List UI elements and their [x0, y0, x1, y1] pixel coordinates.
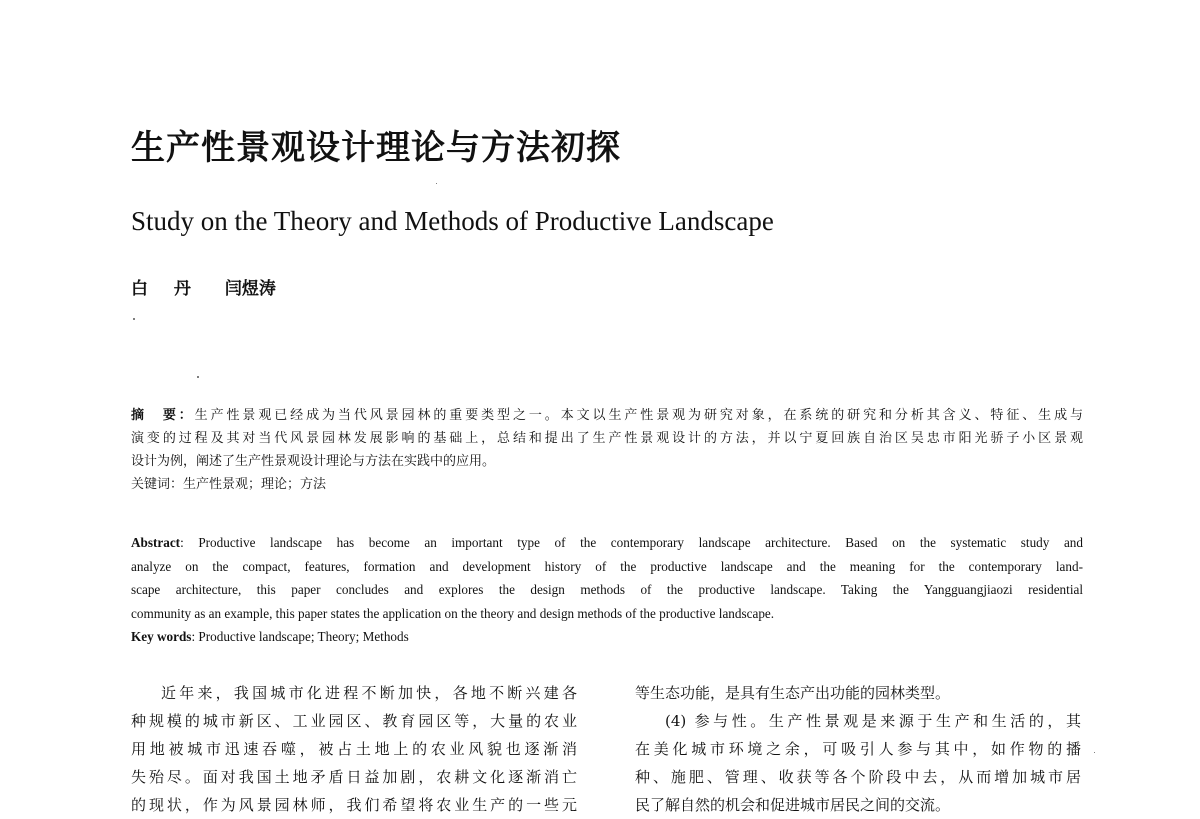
keywords-en-label: Key words [131, 629, 192, 644]
keywords-en-text: : Productive landscape; Theory; Methods [191, 629, 409, 644]
abstract-cn-line: 演变的过程及其对当代风景园林发展影响的基础上，总结和提出了生产性景观设计的方法，并以宁夏回族自治区吴忠市阳光骄子小区景观 [131, 431, 1083, 446]
author-name: 白 丹 [131, 279, 201, 299]
body-line: (4) 参与性。生产性景观是来源于生产和生活的，其 [665, 712, 1081, 730]
body-line: 种规模的城市新区、工业园区、教育园区等，大量的农业 [131, 712, 577, 730]
body-line: 失殆尽。面对我国土地矛盾日益加剧，农耕文化逐渐消亡 [131, 768, 577, 786]
abstract-en-line: community as an example, this paper states the application on the theory and design methods of the productive landscape. [131, 605, 775, 621]
abstract-en-line [131, 531, 1083, 555]
scan-speck [133, 318, 135, 320]
title-english: Study on the Theory and Methods of Productive Landscape [131, 206, 774, 236]
title-chinese: 生产性景观设计理论与方法初探 [131, 128, 621, 168]
keywords-cn [131, 473, 1083, 496]
abstract-cn-line [131, 404, 1083, 427]
scan-speck [436, 183, 437, 184]
body-column-right [635, 679, 1081, 819]
body-line: 等生态功能，是具有生态产出功能的园林类型。 [635, 684, 951, 702]
keywords-cn-text: 生产性景观；理论；方法 [183, 477, 327, 492]
keywords-cn-label: 关键词： [131, 477, 184, 492]
authors [131, 279, 276, 299]
body-line: 近年来，我国城市化进程不断加快，各地不断兴建各 [161, 684, 577, 702]
body-line: 民了解自然的机会和促进城市居民之间的交流。 [635, 796, 951, 814]
body-line: 在美化城市环境之余，可吸引人参与其中，如作物的播 [635, 740, 1081, 758]
keywords-en [131, 625, 1083, 649]
abstract-en-line: analyze on the compact, features, formation and development history of the productive landscape and the meaning for the contemporary land- [131, 558, 1083, 574]
body-line: 的现状，作为风景园林师，我们希望将农业生产的一些元 [131, 796, 577, 814]
author-name: 闫煜涛 [224, 279, 276, 299]
abstract-english [131, 531, 1083, 649]
abstract-en-line: scape architecture, this paper concludes and explores the design methods of the productive landscape. Taking the Yangguangjiaozi residential [131, 582, 1083, 597]
abstract-en-label: Abstract [131, 535, 181, 550]
body-line: 用地被城市迅速吞噬，被占土地上的农业风貌也逐渐消 [131, 740, 577, 758]
body-line: 种、施肥、管理、收获等各个阶段中去，从而增加城市居 [635, 768, 1081, 786]
abstract-cn-line: 设计为例，阐述了生产性景观设计理论与方法在实践中的应用。 [131, 454, 496, 469]
abstract-cn-text: 生产性景观已经成为当代风景园林的重要类型之一。本文以生产性景观为研究对象，在系统的研究和分析其含义、特征、生成与 [194, 408, 1083, 423]
scan-speck [197, 376, 199, 378]
abstract-chinese [131, 404, 1083, 496]
body-column-left [131, 679, 577, 819]
abstract-en-text: : Productive landscape has become an important type of the contemporary landscape architecture. Based on the systematic study and [180, 535, 1083, 550]
scan-speck [1094, 752, 1095, 753]
abstract-cn-label: 摘 要： [131, 408, 195, 423]
